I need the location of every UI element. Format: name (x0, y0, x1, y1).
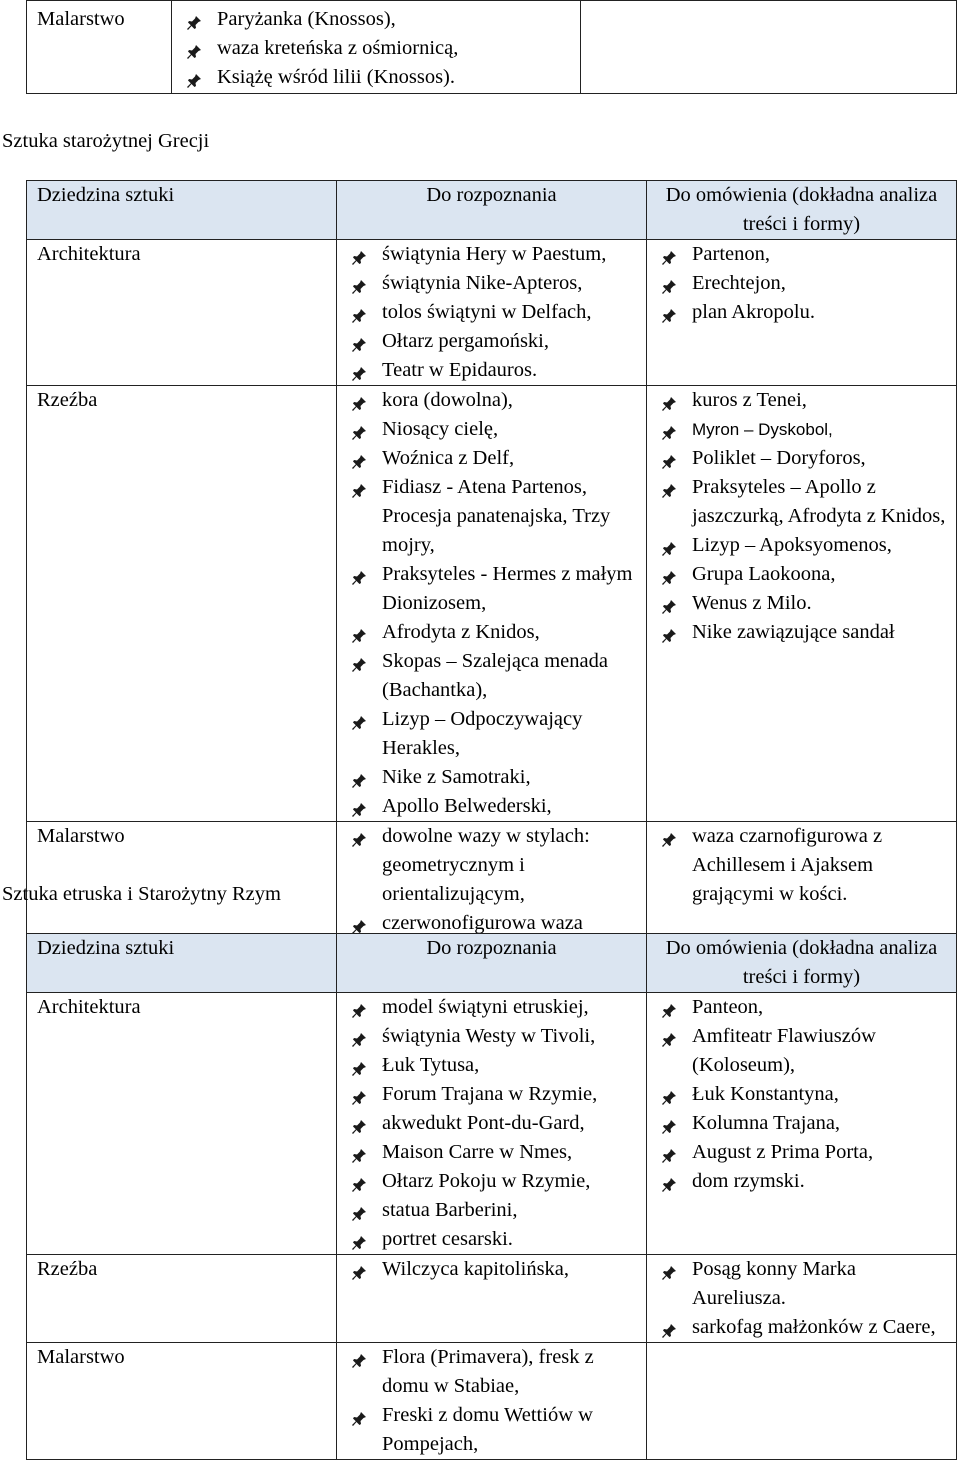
list-item (347, 1080, 640, 1109)
pushpin-bullet-icon (351, 1231, 367, 1247)
discuss-cell (647, 240, 957, 386)
pushpin-bullet-icon (661, 537, 677, 553)
pushpin-bullet-icon (661, 1115, 677, 1131)
recognize-list (347, 240, 640, 385)
recognize-cell (337, 1343, 647, 1460)
list-item-text: czerwonofigurowa waza (382, 912, 583, 934)
list-item (347, 1051, 640, 1080)
table-greece (26, 180, 957, 968)
list-item-text: Ołtarz Pokoju w Rzymie, (382, 1170, 591, 1192)
list-item-text: akwedukt Pont-du-Gard, (382, 1112, 585, 1134)
pushpin-bullet-icon (351, 711, 367, 727)
list-item (657, 1109, 950, 1138)
discuss-list (657, 240, 950, 327)
list-item-text: sarkofag małżonków z Caere, (692, 1316, 936, 1338)
pushpin-bullet-icon (661, 566, 677, 582)
list-item-text: plan Akropolu. (692, 301, 815, 323)
discuss-cell (581, 1, 957, 94)
list-item-text: kora (dowolna), (382, 389, 513, 411)
recognize-list (347, 993, 640, 1254)
pushpin-bullet-icon (661, 479, 677, 495)
list-item (347, 298, 640, 327)
pushpin-bullet-icon (661, 304, 677, 320)
list-item (347, 240, 640, 269)
list-item (347, 763, 640, 792)
pushpin-bullet-icon (661, 828, 677, 844)
list-item (657, 298, 950, 327)
list-item-text: Myron – Dyskobol, (692, 420, 833, 439)
list-item-text: Ołtarz pergamoński, (382, 330, 549, 352)
list-item-text: Forum Trajana w Rzymie, (382, 1083, 598, 1105)
pushpin-bullet-icon (351, 304, 367, 320)
pushpin-bullet-icon (186, 11, 202, 27)
recognize-list (347, 1255, 640, 1284)
list-item (347, 647, 640, 705)
list-item-text: Erechtejon, (692, 272, 786, 294)
list-item-text: Grupa Laokoona, (692, 563, 836, 585)
pushpin-bullet-icon (661, 1173, 677, 1189)
list-item (347, 386, 640, 415)
list-item (657, 444, 950, 473)
pushpin-bullet-icon (351, 1086, 367, 1102)
list-item (347, 1225, 640, 1254)
list-item-text: portret cesarski. (382, 1228, 513, 1250)
pushpin-bullet-icon (661, 624, 677, 640)
list-item (657, 531, 950, 560)
list-item-text: Wenus z Milo. (692, 592, 812, 614)
table-row (27, 1, 957, 94)
discuss-list (657, 1255, 950, 1342)
list-item-text: dowolne wazy w stylach: geometrycznym i orientalizującym, (382, 825, 590, 905)
list-item (347, 1401, 640, 1459)
list-item (347, 327, 640, 356)
domain-label: Rzeźba (37, 389, 98, 411)
list-item (347, 705, 640, 763)
domain-cell (27, 1343, 337, 1460)
list-item-text: Nike z Samotraki, (382, 766, 531, 788)
domain-cell (27, 1, 172, 94)
list-item (347, 1255, 640, 1284)
domain-label: Architektura (37, 243, 141, 265)
list-item-text: Teatr w Epidauros. (382, 359, 538, 381)
table-row (27, 386, 957, 822)
pushpin-bullet-icon (351, 624, 367, 640)
list-item-text: Amfiteatr Flawiuszów (Koloseum), (692, 1025, 876, 1076)
header-recognize: Do rozpoznania (337, 181, 647, 240)
list-item-text: Nike zawiązujące sandał (692, 621, 895, 643)
pushpin-bullet-icon (661, 1028, 677, 1044)
list-item (657, 473, 950, 531)
list-item-text: waza kreteńska z ośmiornicą, (217, 37, 459, 59)
recognize-cell (172, 1, 581, 94)
header-domain: Dziedzina sztuki (27, 181, 337, 240)
list-item (657, 386, 950, 415)
domain-cell (27, 240, 337, 386)
pushpin-bullet-icon (351, 769, 367, 785)
list-item (657, 1080, 950, 1109)
pushpin-bullet-icon (661, 1086, 677, 1102)
domain-label: Architektura (37, 996, 141, 1018)
list-item-text: waza czarnofigurowa z Achillesem i Ajaksem grającymi w kości. (692, 825, 883, 905)
list-item-text: Niosący cielę, (382, 418, 499, 440)
pushpin-bullet-icon (351, 1173, 367, 1189)
list-item (657, 1167, 950, 1196)
table-rome (26, 933, 957, 1460)
pushpin-bullet-icon (351, 246, 367, 262)
list-item-text: August z Prima Porta, (692, 1141, 874, 1163)
list-item-text: Fidiasz - Atena Partenos, Procesja panatenajska, Trzy mojry, (382, 476, 611, 556)
pushpin-bullet-icon (351, 1202, 367, 1218)
list-item-text: Freski z domu Wettiów w Pompejach, (382, 1404, 593, 1455)
list-item (347, 473, 640, 560)
list-item (657, 1138, 950, 1167)
list-item (657, 589, 950, 618)
list-item (347, 1022, 640, 1051)
pushpin-bullet-icon (661, 1261, 677, 1277)
pushpin-bullet-icon (186, 40, 202, 56)
discuss-cell (647, 386, 957, 822)
list-item (347, 1167, 640, 1196)
list-item-text: dom rzymski. (692, 1170, 805, 1192)
list-item (182, 34, 574, 63)
pushpin-bullet-icon (351, 275, 367, 291)
list-item-text: świątynia Nike-Apteros, (382, 272, 583, 294)
list-item-text: Wilczyca kapitolińska, (382, 1258, 570, 1280)
list-item-text: świątynia Westy w Tivoli, (382, 1025, 596, 1047)
pushpin-bullet-icon (351, 1349, 367, 1365)
list-item (657, 618, 950, 647)
header-discuss: Do omówienia (dokładna analiza treści i formy) (647, 181, 957, 240)
table-row (27, 993, 957, 1255)
domain-label: Malarstwo (37, 1346, 125, 1368)
discuss-list (657, 386, 950, 647)
list-item-text: Maison Carre w Nmes, (382, 1141, 573, 1163)
list-item-text: model świątyni etruskiej, (382, 996, 589, 1018)
pushpin-bullet-icon (351, 1028, 367, 1044)
list-item-text: Flora (Primavera), fresk z domu w Stabiae, (382, 1346, 594, 1397)
list-item (347, 1109, 640, 1138)
list-item (657, 1022, 950, 1080)
list-item-text: Łuk Tytusa, (382, 1054, 480, 1076)
list-item (657, 415, 950, 444)
pushpin-bullet-icon (661, 595, 677, 611)
list-item-text: Posąg konny Marka Aureliusza. (692, 1258, 856, 1309)
list-item (657, 822, 950, 909)
list-item-text: Łuk Konstantyna, (692, 1083, 839, 1105)
pushpin-bullet-icon (661, 999, 677, 1015)
pushpin-bullet-icon (351, 1057, 367, 1073)
section-title-rome: Sztuka etruska i Starożytny Rzym (2, 883, 281, 905)
list-item (347, 1196, 640, 1225)
pushpin-bullet-icon (351, 1261, 367, 1277)
pushpin-bullet-icon (186, 69, 202, 85)
header-discuss: Do omówienia (dokładna analiza treści i formy) (647, 934, 957, 993)
list-item (347, 993, 640, 1022)
table-continuation (26, 0, 957, 94)
list-item-text: Panteon, (692, 996, 764, 1018)
list-item-text: Skopas – Szalejąca menada (Bachantka), (382, 650, 608, 701)
pushpin-bullet-icon (661, 275, 677, 291)
pushpin-bullet-icon (661, 1144, 677, 1160)
list-item (347, 356, 640, 385)
list-item-text: Praksyteles – Apollo z jaszczurką, Afrodyta z Knidos, (692, 476, 946, 527)
list-item-text: kuros z Tenei, (692, 389, 807, 411)
recognize-cell (337, 1255, 647, 1343)
list-item-text: Lizyp – Apoksyomenos, (692, 534, 892, 556)
table-row (27, 240, 957, 386)
pushpin-bullet-icon (661, 246, 677, 262)
pushpin-bullet-icon (351, 1115, 367, 1131)
list-item (657, 240, 950, 269)
header-row (27, 934, 957, 993)
domain-label: Rzeźba (37, 1258, 98, 1280)
recognize-list (182, 5, 574, 92)
list-item-text: statua Barberini, (382, 1199, 518, 1221)
recognize-list (347, 386, 640, 821)
pushpin-bullet-icon (351, 915, 367, 931)
header-row (27, 181, 957, 240)
pushpin-bullet-icon (351, 566, 367, 582)
pushpin-bullet-icon (661, 450, 677, 466)
list-item-text: Praksyteles - Hermes z małym Dionizosem, (382, 563, 633, 614)
list-item-text: Apollo Belwederski, (382, 795, 552, 817)
pushpin-bullet-icon (351, 450, 367, 466)
recognize-cell (337, 386, 647, 822)
list-item (347, 444, 640, 473)
list-item (347, 415, 640, 444)
pushpin-bullet-icon (661, 1319, 677, 1335)
list-item-text: Kolumna Trajana, (692, 1112, 841, 1134)
list-item (347, 560, 640, 618)
recognize-cell (337, 993, 647, 1255)
discuss-cell (647, 1255, 957, 1343)
list-item (347, 822, 640, 909)
recognize-cell (337, 240, 647, 386)
list-item-text: Woźnica z Delf, (382, 447, 515, 469)
pushpin-bullet-icon (351, 1407, 367, 1423)
discuss-list (657, 993, 950, 1196)
discuss-cell (647, 1343, 957, 1460)
list-item (657, 1313, 950, 1342)
list-item-text: Afrodyta z Knidos, (382, 621, 540, 643)
discuss-cell (647, 993, 957, 1255)
list-item (347, 618, 640, 647)
list-item (182, 63, 574, 92)
domain-cell (27, 1255, 337, 1343)
domain-cell (27, 386, 337, 822)
header-domain: Dziedzina sztuki (27, 934, 337, 993)
list-item-text: świątynia Hery w Paestum, (382, 243, 607, 265)
list-item (347, 792, 640, 821)
list-item (347, 1343, 640, 1401)
header-recognize: Do rozpoznania (337, 934, 647, 993)
list-item (657, 1255, 950, 1313)
pushpin-bullet-icon (351, 479, 367, 495)
domain-cell (27, 993, 337, 1255)
list-item (657, 560, 950, 589)
list-item (347, 269, 640, 298)
table-row (27, 1343, 957, 1460)
pushpin-bullet-icon (351, 333, 367, 349)
list-item (657, 993, 950, 1022)
list-item (182, 5, 574, 34)
list-item-text: Poliklet – Doryforos, (692, 447, 866, 469)
pushpin-bullet-icon (351, 999, 367, 1015)
pushpin-bullet-icon (351, 362, 367, 378)
pushpin-bullet-icon (351, 653, 367, 669)
pushpin-bullet-icon (351, 798, 367, 814)
pushpin-bullet-icon (351, 1144, 367, 1160)
pushpin-bullet-icon (351, 421, 367, 437)
domain-label: Malarstwo (37, 825, 125, 847)
list-item (657, 269, 950, 298)
pushpin-bullet-icon (351, 828, 367, 844)
pushpin-bullet-icon (661, 421, 677, 437)
list-item-text: Książę wśród lilii (Knossos). (217, 66, 456, 88)
pushpin-bullet-icon (661, 392, 677, 408)
list-item-text: Lizyp – Odpoczywający Herakles, (382, 708, 583, 759)
table-row (27, 1255, 957, 1343)
section-title-greece: Sztuka starożytnej Grecji (2, 130, 210, 152)
discuss-list (657, 822, 950, 909)
pushpin-bullet-icon (351, 392, 367, 408)
list-item (347, 1138, 640, 1167)
list-item-text: tolos świątyni w Delfach, (382, 301, 592, 323)
domain-label: Malarstwo (37, 8, 125, 30)
recognize-list (347, 1343, 640, 1459)
list-item-text: Paryżanka (Knossos), (217, 8, 396, 30)
list-item-text: Partenon, (692, 243, 770, 265)
